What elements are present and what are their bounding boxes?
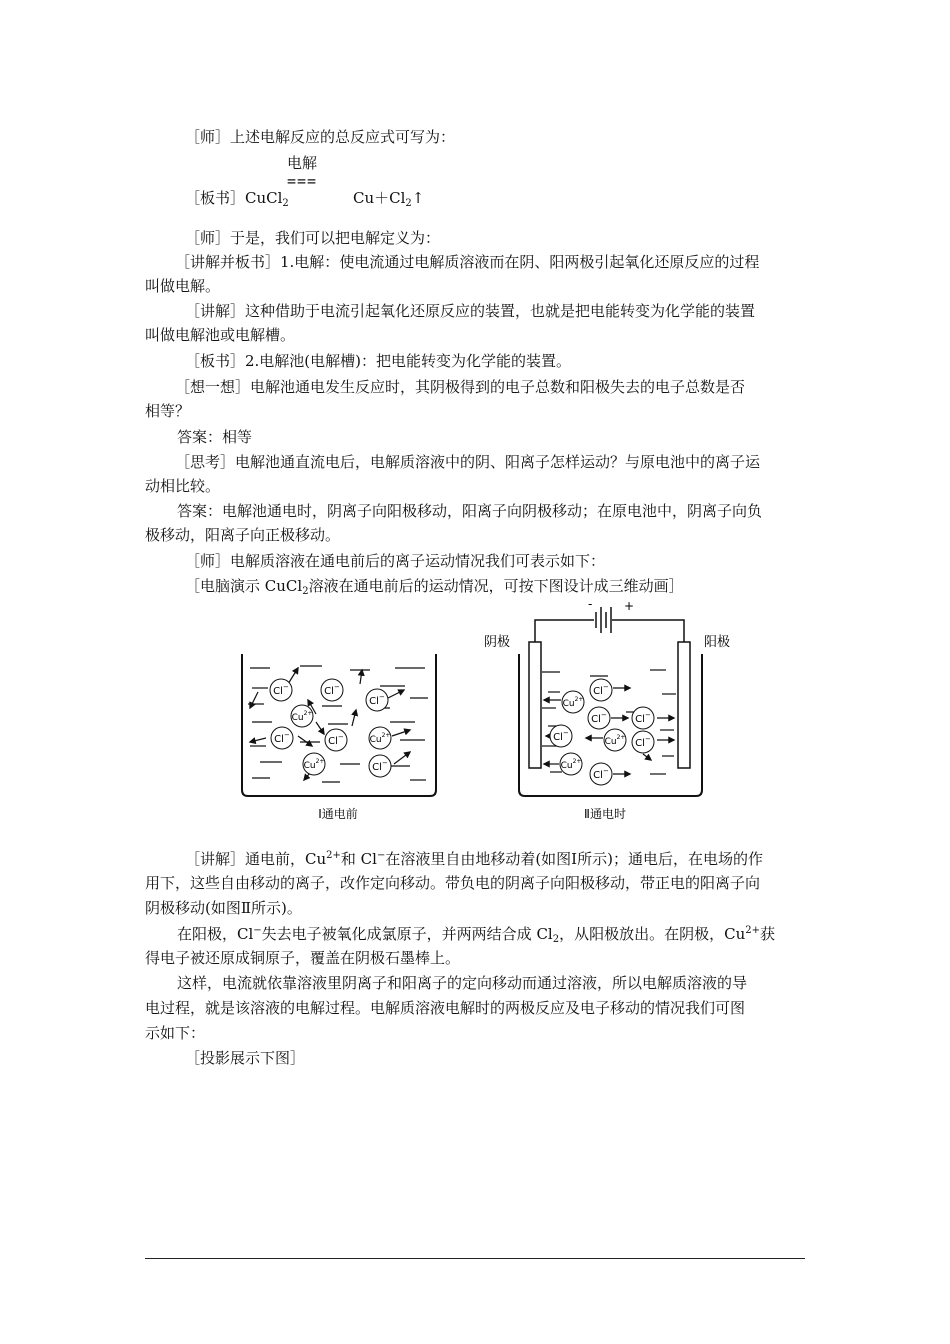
footer-rule	[145, 1258, 805, 1259]
svg-text:Cl−: Cl−	[372, 759, 388, 773]
battery-minus: -	[588, 597, 593, 611]
ion-cl	[590, 679, 612, 701]
svg-text:Cl−: Cl−	[324, 683, 340, 697]
svg-text:Cu2+: $Cu^{2+}$	[560, 758, 582, 771]
ion-cl	[271, 727, 293, 749]
ion-cu	[562, 691, 584, 713]
svg-text:Cl−: Cl−	[274, 731, 290, 745]
text-line: 用下，这些自由移动的离子，改作定向移动。带负电的阴离子向阳极移动，带正电的阳离子向	[145, 874, 761, 892]
text-line: ［师］电解质溶液在通电前后的离子运动情况我们可表示如下：	[185, 552, 606, 570]
ion-cl	[550, 725, 572, 747]
text-line: 电过程，就是该溶液的电解过程。电解质溶液电解时的两极反应及电子移动的情况我们可图	[145, 999, 746, 1017]
svg-text:Cu2+: $Cu^{2+}$	[604, 734, 626, 747]
equation-right: $Cu+Cl_2↑$	[353, 189, 425, 209]
caption-during: Ⅱ通电时	[584, 807, 626, 821]
text-line: ［讲解并板书］1.电解：使电流通过电解质溶液而在阴、阳两极引起氧化还原反应的过程	[175, 253, 760, 271]
cathode-rod	[529, 642, 541, 768]
cathode-label: 阴极	[484, 635, 511, 650]
svg-text:Cu2+: $Cu^{2+}$	[369, 732, 391, 745]
ion-cl	[632, 707, 654, 729]
svg-text:Cu2+: $Cu^{2+}$	[303, 758, 325, 771]
text-line: 相等？	[145, 402, 191, 420]
equation-sign: ===	[287, 172, 318, 190]
svg-text:Cu2+: $Cu^{2+}$	[562, 696, 584, 709]
svg-text:Cl−: Cl−	[273, 683, 289, 697]
ion-cl	[366, 689, 388, 711]
demo-line: ［电脑演示 CuCl$_2$溶液在通电前后的运动情况，可按下图设计成三维动画］	[185, 577, 684, 597]
text-line: 叫做电解。	[145, 277, 221, 295]
ion-cu	[560, 753, 582, 775]
text-line: 得电子被还原成铜原子，覆盖在阴极石墨棒上。	[145, 949, 461, 967]
svg-text:Cl−: Cl−	[635, 735, 651, 749]
text-line: 动相比较。	[145, 477, 221, 495]
text-line: 极移动，阳离子向正极移动。	[145, 526, 341, 544]
beaker-during	[484, 597, 730, 821]
text-line: ［想一想］电解池通电发生反应时，其阴极得到的电子总数和阳极失去的电子总数是否	[175, 378, 746, 396]
svg-text:Cl−: Cl−	[591, 711, 607, 725]
beaker-before	[242, 654, 436, 821]
svg-text:Cu2+: $Cu^{2+}$	[291, 710, 313, 723]
electrolysis-figure	[230, 596, 750, 828]
text-line: 答案：电解池通电时，阴离子向阳极移动，阳离子向阴极移动；在原电池中，阴离子向负	[177, 502, 763, 520]
ion-cl	[270, 679, 292, 701]
ion-cu	[291, 705, 313, 727]
text-line: ［师］上述电解反应的总反应式可写为：	[185, 128, 456, 146]
equation-condition: 电解	[287, 154, 318, 172]
text-line: 阴极移动(如图Ⅱ所示)。	[145, 899, 302, 917]
ion-cu	[369, 727, 391, 749]
svg-text:Cl−: Cl−	[593, 683, 609, 697]
anode-label: 阳极	[704, 635, 731, 650]
svg-text:Cl−: Cl−	[553, 729, 569, 743]
battery-plus: +	[624, 599, 635, 613]
ion-cl	[588, 707, 610, 729]
text-line: ［板书］2.电解池(电解槽)：把电能转变为化学能的装置。	[185, 352, 572, 370]
ion-cl	[632, 731, 654, 753]
para1-line: ［讲解］通电前，$Cu^{2+}$和 Cl−在溶液里自由地移动着(如图Ⅰ所示)；通电后，在电场的作	[185, 850, 763, 868]
ion-cu	[604, 729, 626, 751]
svg-text:Cl−: Cl−	[328, 733, 344, 747]
equation-left: ［板书］CuCl$_2$	[185, 189, 289, 209]
para2-line: 在阳极，Cl−失去电子被氧化成氯原子，并两两结合成 $Cl_2$，从阳极放出。在阴极，$Cu^{2+}$获	[177, 925, 775, 945]
text-line: 答案：相等	[177, 428, 253, 446]
ion-cl	[369, 755, 391, 777]
text-line: ［讲解］这种借助于电流引起氧化还原反应的装置，也就是把电能转变为化学能的装置	[185, 302, 756, 320]
text-line: 这样，电流就依靠溶液里阴离子和阳离子的定向移动而通过溶液，所以电解质溶液的导	[177, 974, 748, 992]
svg-text:Cl−: Cl−	[635, 711, 651, 725]
svg-text:Cl−: Cl−	[369, 693, 385, 707]
ion-cl	[325, 729, 347, 751]
ion-cl	[590, 763, 612, 785]
cathode-wire	[535, 620, 594, 642]
text-line: ［思考］电解池通直流电后，电解质溶液中的阴、阳离子怎样运动？与原电池中的离子运	[175, 453, 761, 471]
text-line: 示如下：	[145, 1024, 206, 1042]
caption-before: Ⅰ通电前	[318, 807, 358, 821]
ion-cu	[303, 753, 325, 775]
anode-wire	[612, 620, 684, 642]
anode-rod	[678, 642, 690, 768]
svg-text:Cl−: Cl−	[593, 767, 609, 781]
text-line: ［师］于是，我们可以把电解定义为：	[185, 229, 441, 247]
ion-cl	[321, 679, 343, 701]
text-line: 叫做电解池或电解槽。	[145, 326, 296, 344]
text-line: ［投影展示下图］	[185, 1049, 306, 1067]
